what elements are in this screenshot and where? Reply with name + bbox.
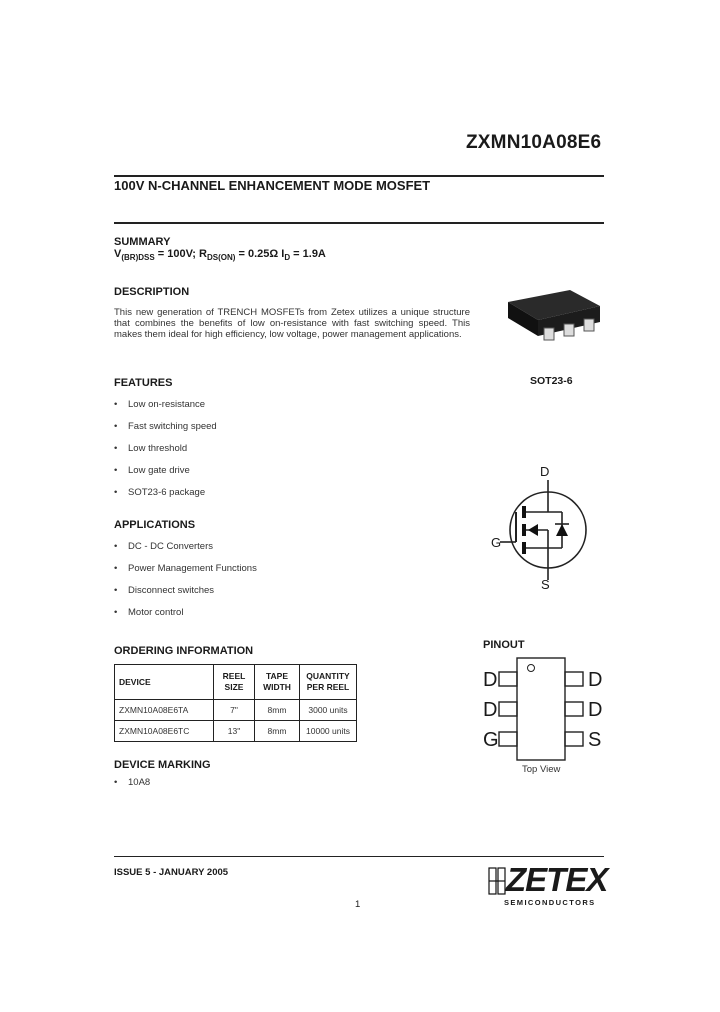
table-cell: ZXMN10A08E6TC — [115, 721, 214, 742]
zetex-logo — [488, 861, 608, 910]
pin-label: G — [483, 729, 499, 751]
ordering-heading: ORDERING INFORMATION — [114, 645, 254, 657]
description-text: This new generation of TRENCH MOSFETs from Zetex utilizes a unique structure that combines the benefits of low on-resistance with fast switching speed. This makes them ideal for high efficiency, low voltage, power management applications. — [114, 307, 470, 340]
description-heading: DESCRIPTION — [114, 286, 190, 298]
summary-heading: SUMMARY — [114, 236, 171, 248]
pinout-diagram — [497, 656, 585, 762]
issue-date: ISSUE 5 - JANUARY 2005 — [114, 867, 229, 878]
table-row — [115, 700, 357, 721]
mosfet-symbol — [500, 480, 600, 580]
header-rule — [114, 175, 604, 177]
pinout-view-label: Top View — [522, 764, 561, 775]
marking-heading: DEVICE MARKING — [114, 759, 211, 771]
table-header-row — [115, 665, 357, 700]
symbol-source-label: S — [541, 577, 550, 592]
column-header: QUANTITY PER REEL — [300, 665, 357, 700]
table-cell: ZXMN10A08E6TA — [115, 700, 214, 721]
table-cell: 8mm — [255, 700, 300, 721]
column-header: DEVICE — [115, 665, 214, 700]
table-cell: 13" — [214, 721, 255, 742]
column-header: REEL SIZE — [214, 665, 255, 700]
table-cell: 10000 units — [300, 721, 357, 742]
sot23-package-image — [500, 286, 608, 348]
logo-subtext: SEMICONDUCTORS — [504, 898, 596, 907]
pin-label: D — [588, 669, 603, 691]
table-cell: 3000 units — [300, 700, 357, 721]
summary-specs: $V_{(BR)DSS} = 100V$; $R_{DS(ON)} = 0.25\Omega$ $I_D = 1.9A$ — [114, 248, 326, 263]
part-number: ZXMN10A08E6 — [466, 132, 602, 153]
features-heading: FEATURES — [114, 377, 173, 389]
table-cell: 8mm — [255, 721, 300, 742]
pinout-heading: PINOUT — [483, 639, 525, 651]
applications-heading: APPLICATIONS — [114, 519, 196, 531]
page-number: 1 — [355, 899, 361, 910]
symbol-drain-label: D — [540, 464, 550, 479]
table-row — [115, 721, 357, 742]
logo-text: ZETEX — [506, 861, 608, 898]
column-header: TAPE WIDTH — [255, 665, 300, 700]
document-title: 100V N-CHANNEL ENHANCEMENT MODE MOSFET — [114, 178, 431, 193]
pin-label: S — [588, 729, 602, 751]
table-cell: 7" — [214, 700, 255, 721]
pin-label: D — [483, 669, 498, 691]
footer-rule — [114, 856, 604, 857]
pin-label: D — [588, 699, 603, 721]
symbol-gate-label: G — [491, 535, 502, 550]
logo-mark-icon — [488, 866, 506, 896]
pin-label: D — [483, 699, 498, 721]
package-label: SOT23-6 — [530, 375, 573, 387]
ordering-table — [114, 664, 357, 742]
title-rule — [114, 222, 604, 224]
